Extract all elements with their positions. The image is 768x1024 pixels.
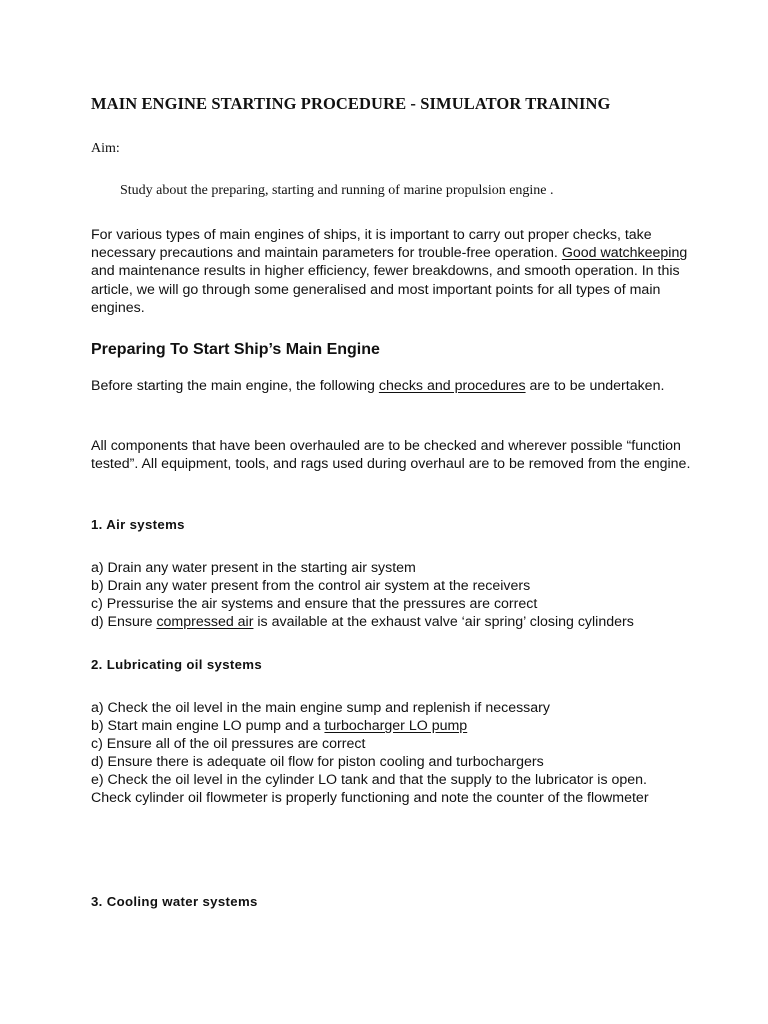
item-d-text-after-link: is available at the exhaust valve ‘air spring’ closing cylinders [253, 614, 634, 631]
before-start-text-after-link: are to be undertaken. [525, 378, 665, 394]
air-systems-heading: 1. Air systems [91, 517, 185, 532]
air-systems-list [91, 559, 691, 631]
list-item: c) Ensure all of the oil pressures are correct [91, 736, 366, 753]
list-item: e) Check the oil level in the cylinder LO tank and that the supply to the lubricator is open. Check cylinder oil flowmeter is properly functioning and note the counter of the flowmeter [91, 772, 649, 807]
document-title: MAIN ENGINE STARTING PROCEDURE - SIMULATOR TRAINING [91, 94, 611, 113]
aim-text: Study about the preparing, starting and running of marine propulsion engine . [120, 183, 554, 198]
components-paragraph: All components that have been overhauled are to be checked and wherever possible “function tested”. All equipment, tools, and rags used during overhaul are to be removed from the engine. [91, 438, 691, 473]
turbocharger-lo-pump-link[interactable]: turbocharger LO pump [324, 718, 468, 735]
before-start-paragraph [91, 377, 691, 395]
intro-text-before-link: For various types of main engines of ships, it is important to carry out proper checks, take necessary precautions and maintain parameters for trouble-free operation. [91, 227, 652, 262]
lubricating-oil-heading: 2. Lubricating oil systems [91, 657, 263, 672]
list-item: b) Drain any water present from the control air system at the receivers [91, 578, 531, 595]
item-d-text-before-link: d) Ensure [91, 614, 157, 631]
list-item: d) Ensure there is adequate oil flow for piston cooling and turbochargers [91, 754, 544, 771]
item-b-text-before-link: b) Start main engine LO pump and a [91, 718, 325, 735]
good-watchkeeping-link[interactable]: Good watchkeeping [561, 245, 688, 262]
list-item [91, 717, 691, 735]
lubricating-oil-list [91, 699, 691, 808]
section-heading-preparing: Preparing To Start Ship’s Main Engine [91, 341, 380, 358]
list-item: a) Check the oil level in the main engine sump and replenish if necessary [91, 700, 550, 716]
before-start-text-before-link: Before starting the main engine, the following [91, 378, 379, 394]
compressed-air-link[interactable]: compressed air [156, 614, 254, 631]
intro-paragraph [91, 226, 691, 317]
list-item: a) Drain any water present in the starting air system [91, 560, 416, 576]
list-item: c) Pressurise the air systems and ensure that the pressures are correct [91, 596, 538, 613]
list-item [91, 613, 691, 631]
cooling-water-heading: 3. Cooling water systems [91, 894, 258, 909]
checks-and-procedures-link[interactable]: checks and procedures [378, 378, 526, 394]
aim-label: Aim: [91, 141, 120, 156]
intro-text-after-link: and maintenance results in higher efficiency, fewer breakdowns, and smooth operation. In this article, we will go through some generalised and most important points for all types of main engines. [91, 263, 680, 316]
